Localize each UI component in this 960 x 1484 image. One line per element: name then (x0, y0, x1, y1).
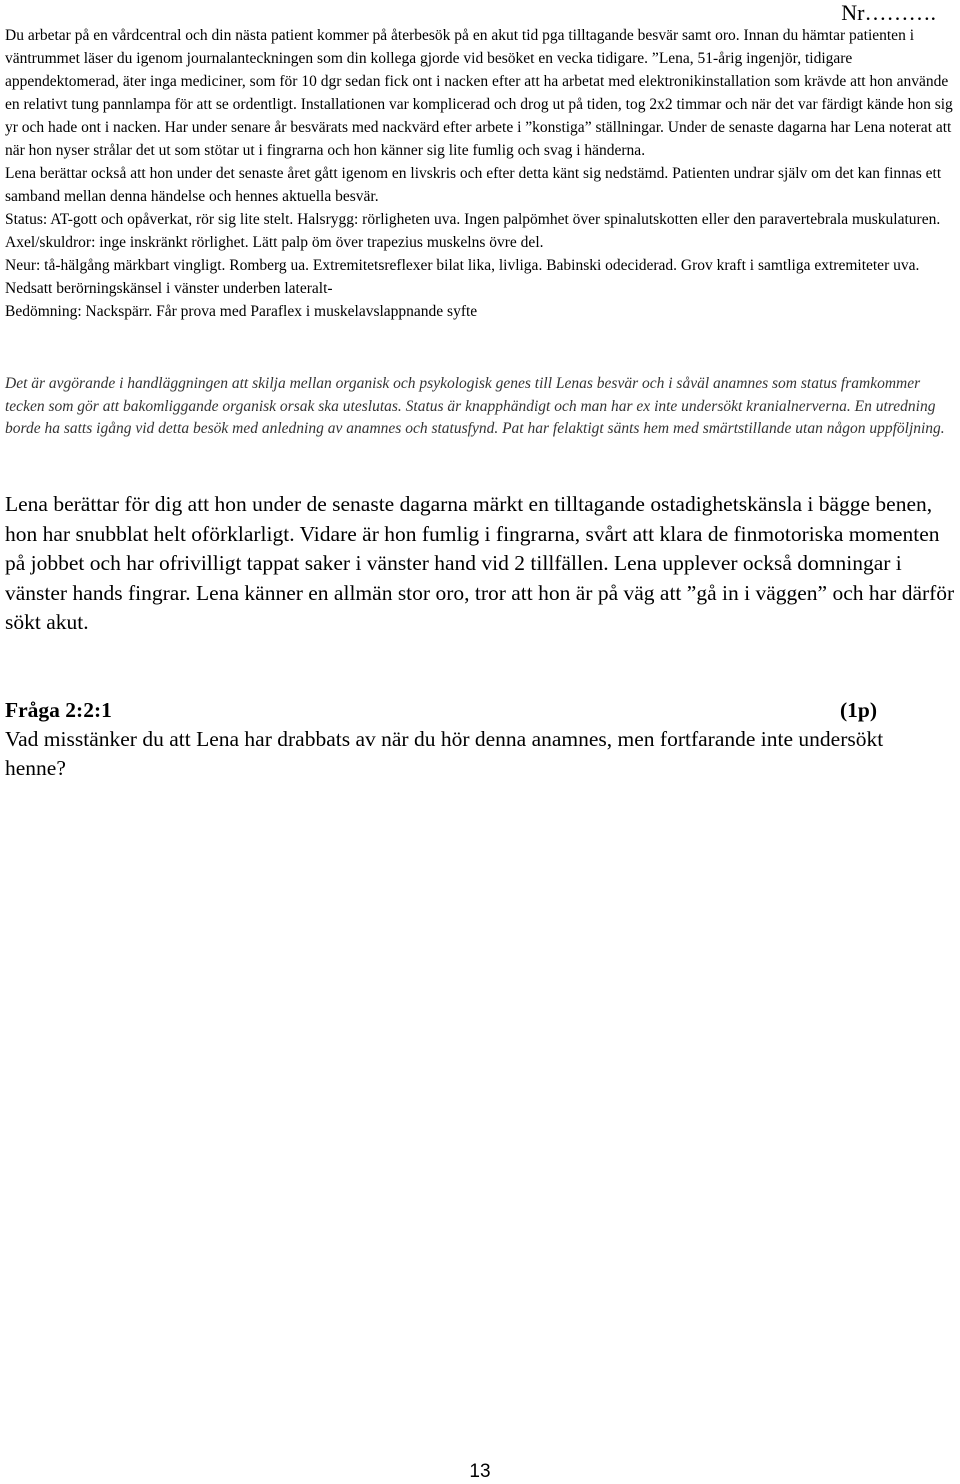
neuro-paragraph: Neur: tå-hälgång märkbart vingligt. Romberg ua. Extremitetsreflexer bilat lika, livliga. Babinski odeciderad. Grov kraft i samtliga extremiteter uva. Nedsatt berörningskänsel i vänster underben lateralt- (5, 257, 920, 297)
question-text: Vad misstänker du att Lena har drabbats av när du hör denna anamnes, men fortfarande inte undersökt henne? (5, 727, 884, 780)
status-paragraph: Status: AT-gott och opåverkat, rör sig lite stelt. Halsrygg: rörligheten uva. Ingen palpömhet över spinalutskotten eller den paravertebrala muskulaturen. (5, 211, 941, 228)
intro-paragraph: Lena berättar också att hon under det senaste året gått igenom en livskris och efter detta känt sig nedstämd. Patienten undrar själv om det kan finnas ett samband mellan denna händelse och hennes aktuella besvär. (5, 165, 942, 205)
question-header (5, 696, 945, 725)
intro-paragraph: Du arbetar på en vårdcentral och din nästa patient kommer på återbesök på en akut tid pga tilltagande besvär samt oro. Innan du hämtar patienten i väntrummet läser du igenom journalanteckningen som din kollega gjorde vid besöket en vecka tidigare. ”Lena, 51-årig ingenjör, tidigare appendektomerad, äter inga mediciner, som för 10 dgr sedan fick ont i nacken efter att ha arbetat med elektronikinstallation som krävde att hon använde en relativt tung pannlampa för att se ordentligt. Installationen var komplicerad och drog ut på tiden, tog 2x2 timmar och när det var färdigt kände hon sig yr och hade ont i nacken. Har under senare år besvärats med nackvärd efter arbete i ”konstiga” ställningar. Under de senaste dagarna har Lena noterat att när hon nyser strålar det ut som stötar ut i fingrarna och hon känner sig lite fumlig och svag i händerna. (5, 27, 953, 159)
assessment-paragraph: Bedömning: Nackspärr. Får prova med Paraflex i muskelavslappnande syfte (5, 303, 478, 320)
question-label: Fråga 2:2:1 (5, 698, 112, 722)
patient-story: Lena berättar för dig att hon under de senaste dagarna märkt en tilltagande ostadighetskänsla i bägge benen, hon har snubblat helt oförklarligt. Vidare är hon fumlig i fingrarna, svårt att klara de finmotoriska momenten på jobbet och har ofrivilligt tappat saker i vänster hand vid 2 tillfällen. Lena upplever också domningar i vänster hands fingrar. Lena känner en allmän stor oro, tror att hon är på väg att ”gå in i väggen” och har därför sökt akut. (5, 492, 955, 634)
document-number: Nr………. (841, 0, 936, 25)
commentary-italic: Det är avgörande i handläggningen att skilja mellan organisk och psykologisk genes till Lenas besvär och i såväl anamnes som status framkommer tecken som gör att bakomliggande organisk orsak ska uteslutas. Status är knapphändigt och man har ex inte undersökt kranialnerverna. En utredning borde ha satts igång vid detta besök med anledning av anamnes och statusfynd. Pat har felaktigt sänts hem med smärtstillande utan någon uppföljning. (5, 375, 945, 437)
page-number: 13 (469, 1461, 491, 1482)
case-description (5, 24, 955, 323)
shoulder-paragraph: Axel/skuldror: inge inskränkt rörlighet. Lätt palp öm över trapezius muskelns övre del. (5, 234, 544, 251)
question-points: (1p) (839, 698, 877, 722)
question-block (5, 696, 945, 783)
